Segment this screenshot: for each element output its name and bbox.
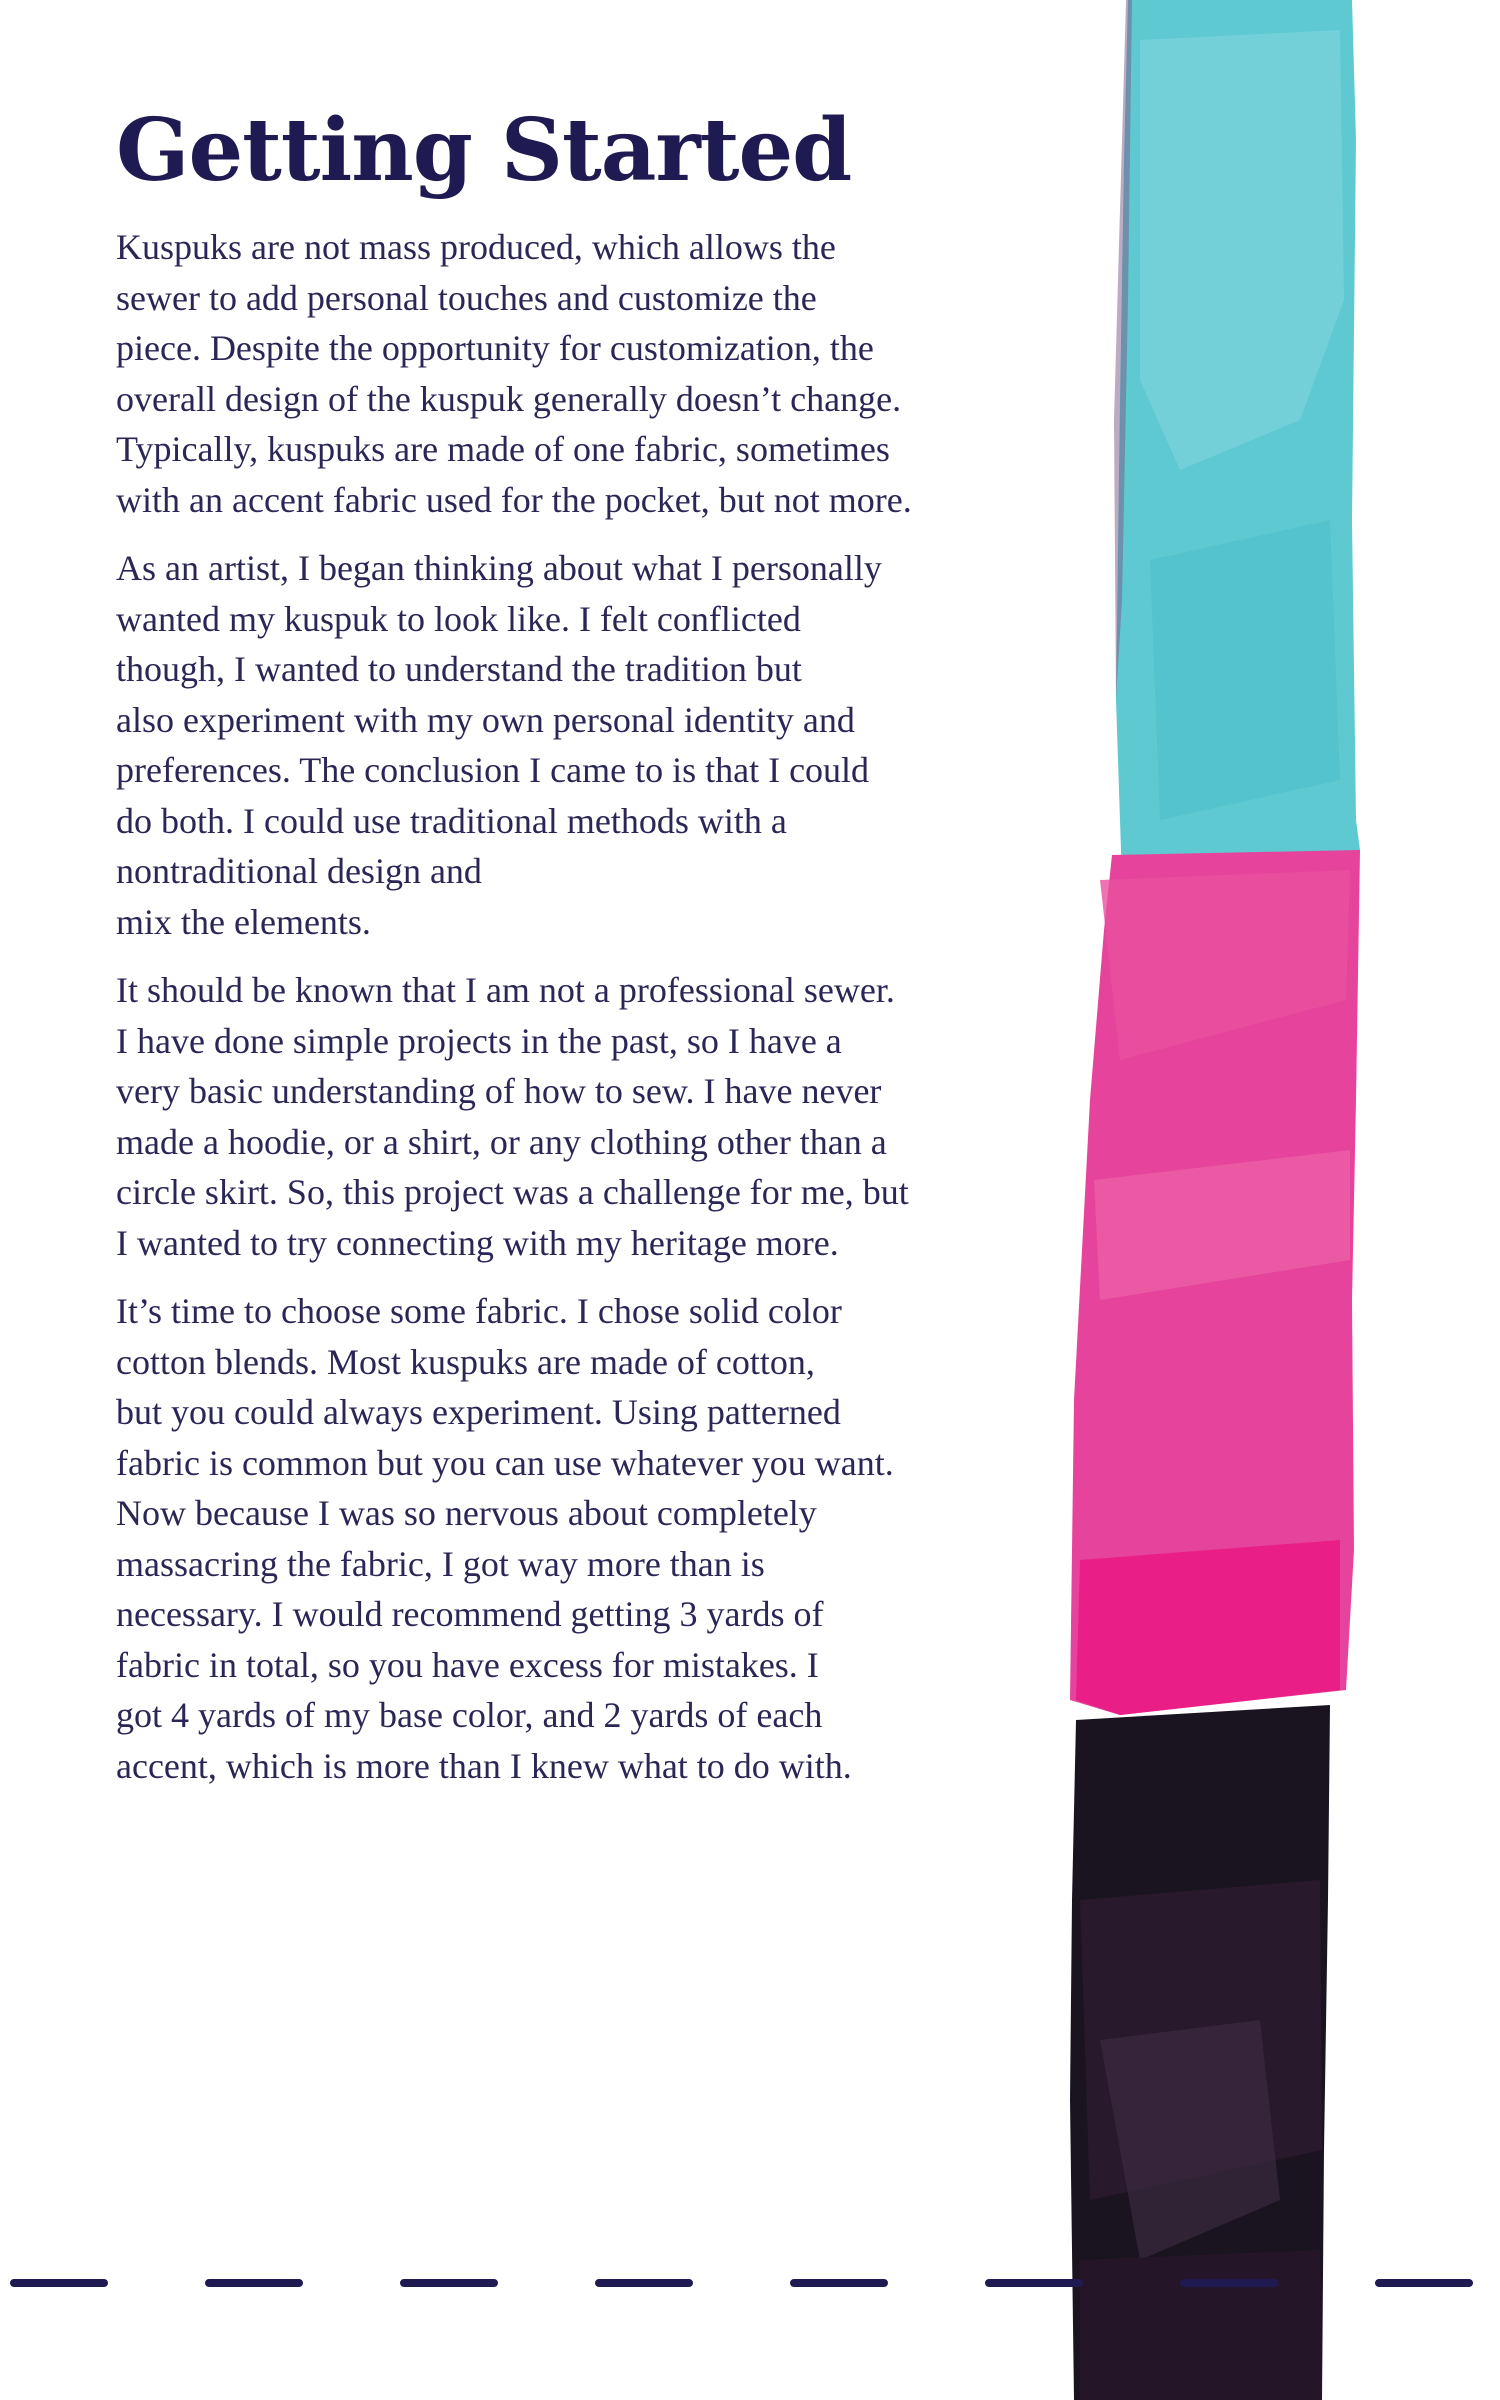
text-line: but you could always experiment. Using patterned <box>116 1392 841 1432</box>
fabric-swatch-teal-icon <box>1114 0 1360 880</box>
text-line: cotton blends. Most kuspuks are made of cotton, <box>116 1341 815 1382</box>
text-line: piece. Despite the opportunity for customization, the <box>116 328 874 368</box>
text-line: got 4 yards of my base color, and 2 yards of each <box>116 1695 823 1735</box>
fabric-swatch-dark-icon <box>1070 1705 1330 2400</box>
fabric-swatch-pink-icon <box>1070 850 1360 1715</box>
text-line: circle skirt. So, this project was a challenge for me, but <box>116 1172 909 1212</box>
text-line: It should be known that I am not a professional sewer. <box>116 970 895 1010</box>
text-line: wanted my kuspuk to look like. I felt conflicted <box>116 598 801 639</box>
page-title: Getting Started <box>116 100 852 201</box>
text-line: overall design of the kuspuk generally doesn’t change. <box>116 378 902 419</box>
text-line: As an artist, I began thinking about what I personally <box>116 548 882 588</box>
text-line: do both. I could use traditional methods with a <box>116 800 787 841</box>
text-line: mix the elements. <box>116 901 371 942</box>
text-line: Now because I was so nervous about completely <box>116 1493 817 1533</box>
text-line: nontraditional design and <box>116 851 482 891</box>
text-line: I have done simple projects in the past, so I have a <box>116 1020 842 1061</box>
text-line: sewer to add personal touches and customize the <box>116 277 817 318</box>
text-line: also experiment with my own personal identity and <box>116 699 855 740</box>
text-line: Kuspuks are not mass produced, which allows the <box>116 227 836 267</box>
text-line: very basic understanding of how to sew. I have never <box>116 1071 882 1111</box>
text-line: It’s time to choose some fabric. I chose solid color <box>116 1291 842 1331</box>
text-line: massacring the fabric, I got way more than is <box>116 1543 765 1584</box>
text-line: with an accent fabric used for the pocket, but not more. <box>116 479 912 520</box>
text-line: though, I wanted to understand the tradition but <box>116 649 802 689</box>
text-line: made a hoodie, or a shirt, or any clothing other than a <box>116 1121 887 1162</box>
text-line: preferences. The conclusion I came to is that I could <box>116 750 870 790</box>
text-line: Typically, kuspuks are made of one fabric, sometimes <box>116 429 890 469</box>
text-line: necessary. I would recommend getting 3 yards of <box>116 1594 824 1634</box>
text-line: I wanted to try connecting with my heritage more. <box>116 1222 839 1263</box>
text-line: fabric is common but you can use whatever you want. <box>116 1442 894 1483</box>
text-line: accent, which is more than I knew what to do with. <box>116 1745 852 1786</box>
text-line: fabric in total, so you have excess for mistakes. I <box>116 1644 819 1685</box>
